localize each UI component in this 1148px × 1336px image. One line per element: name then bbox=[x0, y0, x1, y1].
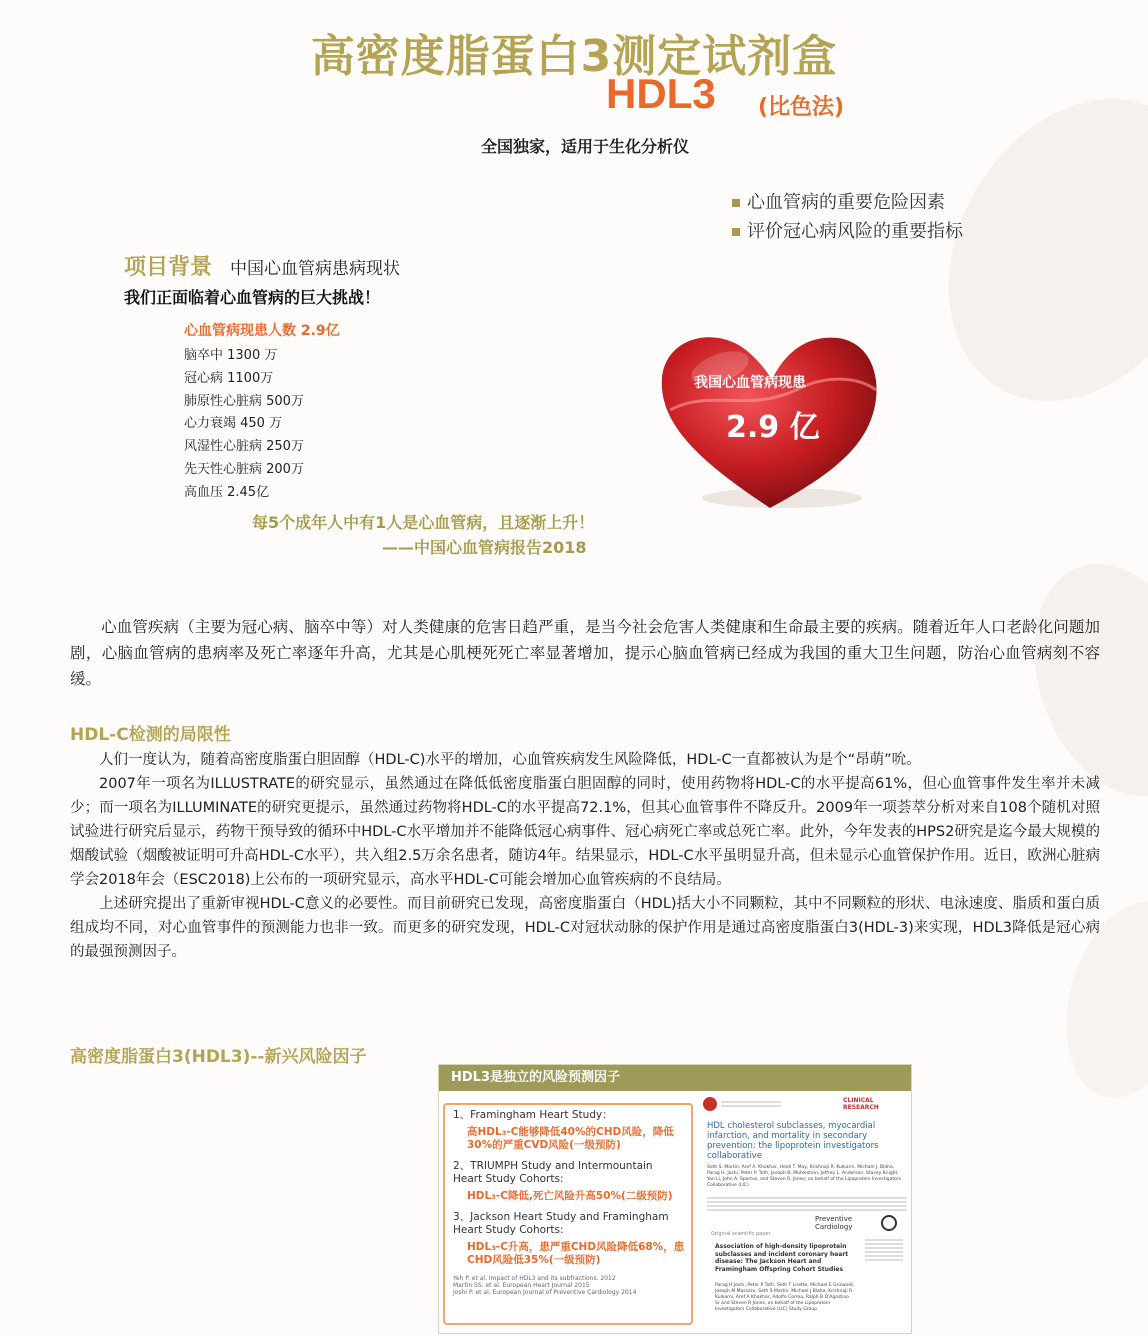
quote-text: 每5个成年人中有1人是心血管病，且逐渐上升！ bbox=[252, 513, 595, 532]
heart-graphic bbox=[650, 318, 890, 518]
bullet-icon bbox=[732, 228, 740, 236]
page-title: 高密度脂蛋白3测定试剂盒 bbox=[310, 31, 838, 82]
study-finding: HDL₃-C升高，患严重CHD风险降低68%，患CHD风险低35%(一级预防) bbox=[467, 1241, 685, 1266]
panel-title: HDL3是独立的风险预测因子 bbox=[439, 1065, 911, 1091]
limitations-paragraph: 上述研究提出了重新审视HDL-C意义的必要性。而目前研究已发现，高密度脂蛋白（HDL)括大小不同颗粒，其中不同颗粒的形状、电泳速度、脂质和蛋白质组成均不同，对心血管事件的预测能力也非一致。而更多的研究发现，HDL-C对冠状动脉的保护作用是通过高密度脂蛋白3(HDL-3)来实现，HDL3降低是冠心病的最强预测因子。 bbox=[70, 896, 1100, 960]
limitations-paragraph: 人们一度认为，随着高密度脂蛋白胆固醇（HDL-C)水平的增加，心血管疾病发生风险降低，HDL-C一直都被认为是个“昂萌”吮。 bbox=[99, 752, 921, 768]
stat-item: 肺原性心脏病 500万 bbox=[184, 393, 304, 409]
background-subtitle: 中国心血管病患病现状 bbox=[230, 259, 400, 279]
stat-item: 高血压 2.45亿 bbox=[184, 484, 270, 500]
study-name: 1、Framingham Heart Study： bbox=[453, 1109, 613, 1121]
stat-item: 心力衰竭 450 万 bbox=[184, 416, 283, 432]
limitations-body bbox=[70, 748, 1100, 964]
challenge-text: 我们正面临着心血管病的巨大挑战！ bbox=[124, 288, 381, 307]
background-title: 项目背景 bbox=[124, 255, 213, 280]
method-label: (比色法) bbox=[758, 95, 845, 120]
highlight-item: 心血管病的重要危险因素 bbox=[732, 188, 945, 214]
paper2-authors: Parag H Joshi, Peter P Toth, Seth T Lirette, Michael E Griswold, Joseph M Massaro, Seth S Martin, Michael J Blaha, Krishnaji R Kulkarni, Aref A Khokhar, Adolfo Correa, Ralph B D'Agostino Sr and Steven R Jones; on behalf of the Lipoprotein Investigators Collaborative (LIC) Study Group bbox=[715, 1283, 854, 1312]
study-finding: HDL₃-C降低,死亡风险升高50%(二级预防) bbox=[467, 1190, 673, 1202]
tagline: 全国独家，适用于生化分析仪 bbox=[480, 137, 689, 156]
heart-label: 我国心血管病现患 bbox=[694, 375, 806, 391]
bullet-icon bbox=[732, 199, 740, 207]
stat-heading: 心血管病现患人数 2.9亿 bbox=[184, 323, 340, 339]
stat-item: 风湿性心脏病 250万 bbox=[184, 439, 304, 455]
ehj-logo bbox=[703, 1097, 717, 1111]
paper2-journal: Preventive Cardiology bbox=[815, 1215, 853, 1231]
quote-source: ——中国心血管病报告2018 bbox=[382, 538, 587, 557]
paper2-logo bbox=[881, 1215, 897, 1231]
study-name: 3、Jackson Heart Study and Framingham Heart Study Cohorts: bbox=[453, 1211, 669, 1236]
evidence-panel bbox=[438, 1064, 912, 1334]
paper2-title: Association of high-density lipoprotein subclasses and incident coronary heart disease: The Jackson Heart and Framingham Offspring Cohort Studies bbox=[715, 1243, 849, 1273]
stat-item: 先天性心脏病 200万 bbox=[184, 461, 304, 477]
highlight-item: 评价冠心病风险的重要指标 bbox=[732, 217, 963, 243]
paper2-kicker: Original scientific paper bbox=[711, 1231, 771, 1237]
intro-paragraph: 心血管疾病（主要为冠心病、脑卒中等）对人类健康的危害日趋严重，是当今社会危害人类健康和生命最主要的疾病。随着近年人口老龄化问题加剧，心脑血管病的患病率及死亡率逐年升高，尤其是心肌梗死死亡率显著增加，提示心脑血管病已经成为我国的重大卫生问题，防治心血管病刻不容缓。 bbox=[70, 618, 1100, 688]
emerging-title: 高密度脂蛋白3(HDL3)--新兴风险因子 bbox=[70, 1047, 367, 1067]
stat-item: 冠心病 1100万 bbox=[184, 370, 274, 386]
paper-thumbnails bbox=[703, 1091, 907, 1331]
study-name: 2、TRIUMPH Study and Intermountain Heart Study Cohorts: bbox=[453, 1160, 653, 1185]
paper-tag: CLINICAL RESEARCH bbox=[843, 1097, 879, 1111]
heart-value: 2.9 亿 bbox=[726, 410, 820, 445]
stat-list bbox=[184, 345, 304, 505]
references: Yeh P. et al. Impact of HDL3 and its subfractions. 2012 Martin SS. et al. European Heart Journal 2015 Joshi P. et al. European Journal of Preventive Cardiology 2014 bbox=[453, 1275, 637, 1296]
product-name: HDL3 bbox=[606, 70, 716, 117]
stat-item: 脑卒中 1300 万 bbox=[184, 348, 278, 363]
paper1-title: HDL cholesterol subclasses, myocardial infarction, and mortality in secondary prevention: the lipoprotein investigators collaborative bbox=[707, 1121, 879, 1161]
background-petal bbox=[896, 51, 1148, 448]
paper1-authors: Seth S. Martin, Aref A. Khokhar, Heidi T. May, Krishnaji R. Kulkarni, Michael J. Blaha, Parag H. Joshi, Peter P. Toth, Joseph B. Muhlestein, Jeffrey L. Anderson, Stacey Knight, Yan Li, John A. Spertus, and Steven R. Jones; on behalf of the Lipoprotein Investigators Collaborative (LIC) bbox=[707, 1165, 902, 1188]
limitations-title: HDL-C检测的局限性 bbox=[70, 725, 231, 745]
limitations-paragraph: 2007年一项名为ILLUSTRATE的研究显示，虽然通过在降低低密度脂蛋白胆固醇的同时，使用药物将HDL-C的水平提高61%，但心血管事件发生率并未减少；而一项名为ILLUMINATE的研究更提示，虽然通过药物将HDL-C的水平提高72.1%，但其心血管事件不降反升。2009年一项荟萃分析对来自108个随机对照试验进行研究后显示，药物干预导致的循环中HDL-C水平增加并不能降低冠心病事件、冠心病死亡率或总死亡率。此外，今年发表的HPS2研究是迄今最大规模的烟酸试验（烟酸被证明可升高HDL-C水平），共入组2.5万余名患者，随访4年。结果显示，HDL-C水平虽明显升高，但未显示心血管保护作用。近日，欧洲心脏病学会2018年会（ESC2018)上公布的一项研究显示，高水平HDL-C可能会增加心血管疾病的不良结局。 bbox=[70, 776, 1100, 888]
study-finding: 高HDL₃-C能够降低40%的CHD风险，降低30%的严重CVD风险(一级预防) bbox=[467, 1126, 674, 1151]
study-list bbox=[443, 1103, 693, 1325]
